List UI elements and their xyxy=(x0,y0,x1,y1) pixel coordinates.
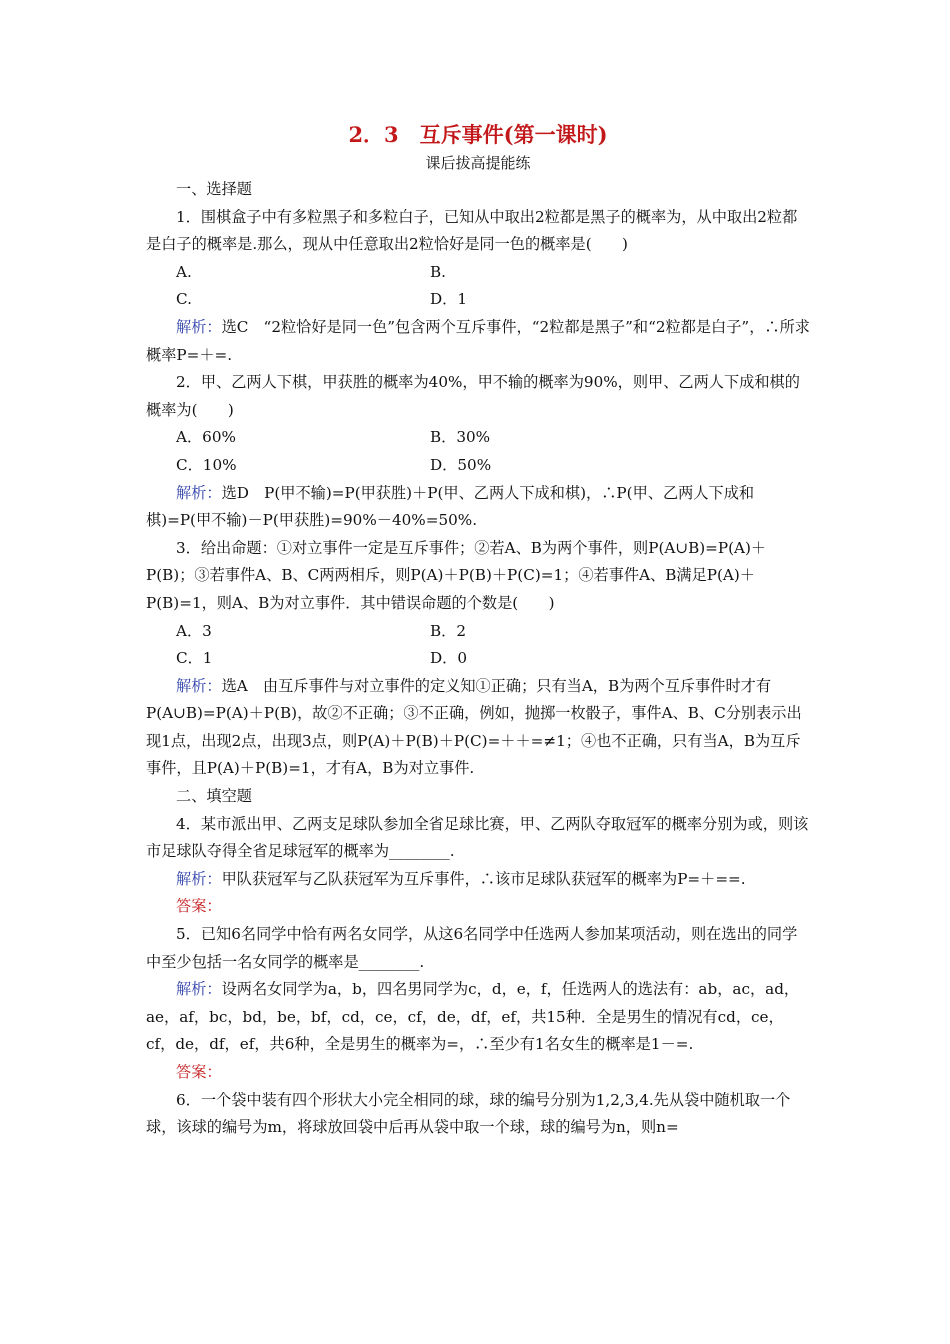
question-1-options-row-1 xyxy=(146,259,810,287)
analysis-label: 解析： xyxy=(176,869,222,888)
option-d: D．50% xyxy=(430,455,492,474)
question-4-answer xyxy=(146,893,810,921)
question-5-stem: 5．已知6名同学中恰有两名女同学，从这6名同学中任选两人参加某项活动，则在选出的同学中至少包括一名女同学的概率是________. xyxy=(146,925,798,971)
option-b: B．2 xyxy=(430,621,467,640)
analysis-label: 解析： xyxy=(176,980,222,999)
question-2-options-row-1 xyxy=(146,424,810,452)
page-title: 2．3 互斥事件(第一课时) xyxy=(348,122,608,147)
question-3-analysis xyxy=(146,673,810,783)
analysis-label: 解析： xyxy=(176,483,222,502)
analysis-text: 选A 由互斥事件与对立事件的定义知①正确；只有当A，B为两个互斥事件时才有P(A∪B)=P(A)＋P(B)，故②不正确；③不正确，例如，抛掷一枚骰子，事件A、B、C分别表示出现1点，出现2点，出现3点，则P(A)＋P(B)＋P(C)=＋＋=≠1；④也不正确，只有当A，B为互斥事件，且P(A)＋P(B)=1，才有A，B为对立事件. xyxy=(146,676,802,778)
option-a: A．60% xyxy=(176,428,236,447)
option-c: C. xyxy=(176,290,192,309)
option-c: C．10% xyxy=(176,455,237,474)
question-1-analysis xyxy=(146,314,810,369)
question-5-analysis xyxy=(146,976,810,1059)
section-heading-fill: 二、填空题 xyxy=(176,787,252,806)
question-6-stem: 6．一个袋中装有四个形状大小完全相同的球，球的编号分别为1,2,3,4.先从袋中随机取一个球，该球的编号为m，将球放回袋中后再从袋中取一个球，球的编号为n，则n= xyxy=(146,1090,791,1137)
option-a: A．3 xyxy=(176,621,212,640)
option-b: B．30% xyxy=(430,428,491,447)
analysis-label: 解析： xyxy=(176,676,222,695)
answer-label: 答案： xyxy=(176,1063,222,1081)
question-4-analysis xyxy=(146,866,810,894)
option-c: C．1 xyxy=(176,649,213,668)
question-1-options-row-2 xyxy=(146,286,810,314)
question-2-stem: 2．甲、乙两人下棋，甲获胜的概率为40%，甲不输的概率为90%，则甲、乙两人下成和棋的概率为( ) xyxy=(146,373,800,419)
question-4-stem: 4．某市派出甲、乙两支足球队参加全省足球比赛，甲、乙两队夺取冠军的概率分别为或，则该市足球队夺得全省足球冠军的概率为________. xyxy=(146,814,809,861)
analysis-text: 设两名女同学为a，b，四名男同学为c，d，e，f，任选两人的选法有：ab，ac，ad，ae，af，bc，bd，be，bf，cd，ce，cf，de，df，ef，共15种．全是男生的情况有cd，ce，cf，de，df，ef，共6种，全是男生的概率为=，∴至少有1名女生的概率是1－=. xyxy=(146,980,800,1054)
analysis-text: 甲队获冠军与乙队获冠军为互斥事件，∴该市足球队获冠军的概率为P=＋==. xyxy=(221,869,746,888)
question-1-stem: 1．围棋盒子中有多粒黑子和多粒白子，已知从中取出2粒都是黑子的概率为，从中取出2粒都是白子的概率是.那么，现从中任意取出2粒恰好是同一色的概率是( ) xyxy=(146,207,798,254)
document-content xyxy=(146,118,810,1142)
analysis-label: 解析： xyxy=(176,317,222,336)
question-5-answer xyxy=(146,1059,810,1087)
analysis-text: 选C “2粒恰好是同一色”包含两个互斥事件，“2粒都是黑子”和“2粒都是白子”，∴所求概率P=＋=. xyxy=(146,317,810,364)
question-3-options-row-1 xyxy=(146,618,810,646)
option-d: D．0 xyxy=(430,649,468,668)
section-heading-choice: 一、选择题 xyxy=(176,180,252,198)
option-d: D．1 xyxy=(430,290,468,309)
answer-label: 答案： xyxy=(176,897,222,916)
question-3-stem: 3．给出命题：①对立事件一定是互斥事件；②若A、B为两个事件，则P(A∪B)=P(A)＋P(B)；③若事件A、B、C两两相斥，则P(A)＋P(B)＋P(C)=1；④若事件A、B满足P(A)＋P(B)=1，则A、B为对立事件．其中错误命题的个数是( ) xyxy=(146,538,767,612)
question-3-options-row-2 xyxy=(146,645,810,673)
option-a: A. xyxy=(176,262,192,281)
page-subtitle: 课后拔高提能练 xyxy=(425,154,531,172)
option-b: B. xyxy=(430,262,446,281)
analysis-text: 选D P(甲不输)=P(甲获胜)＋P(甲、乙两人下成和棋)，∴P(甲、乙两人下成和棋)=P(甲不输)－P(甲获胜)=90%－40%=50%. xyxy=(146,483,755,530)
question-2-options-row-2 xyxy=(146,452,810,480)
question-2-analysis xyxy=(146,480,810,535)
